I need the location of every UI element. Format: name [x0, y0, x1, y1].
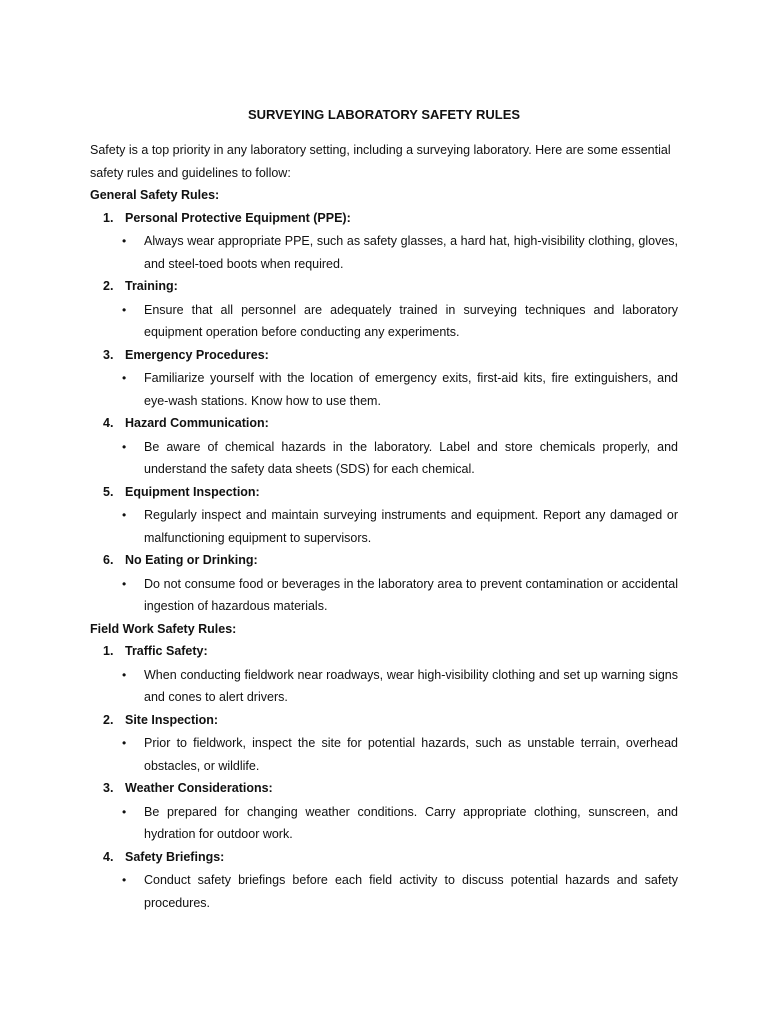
- rule-item: [90, 275, 678, 344]
- rule-number: 5.: [103, 484, 114, 499]
- bullet-list: [90, 299, 678, 344]
- bullet-list: [90, 869, 678, 914]
- rule-item: [90, 640, 678, 709]
- rule-heading: [90, 777, 678, 800]
- rule-title: No Eating or Drinking:: [125, 553, 258, 567]
- bullet-icon: •: [122, 736, 127, 750]
- bullet-item: [90, 869, 678, 914]
- bullet-icon: •: [122, 302, 127, 317]
- bullet-text: Regularly inspect and maintain surveying instruments and equipment. Report any damaged or malfunctioning equipment to supervisors.: [144, 508, 678, 545]
- bullet-icon: •: [122, 234, 127, 248]
- rule-title: Emergency Procedures:: [125, 347, 269, 362]
- bullet-text: Do not consume food or beverages in the laboratory area to prevent contamination or accidental ingestion of hazardous materials.: [144, 576, 678, 613]
- bullet-item: [90, 367, 678, 412]
- rule-title: Training:: [125, 279, 178, 293]
- rule-title: Traffic Safety:: [125, 644, 208, 658]
- rule-item: [90, 709, 678, 778]
- bullet-list: [90, 367, 678, 412]
- bullet-item: [90, 732, 678, 777]
- rule-number: 3.: [103, 781, 114, 795]
- rule-item: [90, 412, 678, 481]
- bullet-list: [90, 230, 678, 275]
- bullet-list: [90, 573, 678, 618]
- bullet-text: Familiarize yourself with the location of emergency exits, first-aid kits, fire extinguishers, and eye-wash stations. Know how to use them.: [144, 371, 678, 408]
- rule-item: [90, 481, 678, 550]
- bullet-icon: •: [122, 371, 127, 385]
- rule-heading: [90, 481, 678, 504]
- rules-list: [90, 207, 678, 618]
- bullet-item: [90, 504, 678, 549]
- rule-heading: [90, 275, 678, 298]
- sections-container: [90, 184, 678, 914]
- rule-heading: [90, 344, 678, 367]
- rule-title: Personal Protective Equipment (PPE):: [125, 210, 351, 225]
- page-title: SURVEYING LABORATORY SAFETY RULES: [247, 107, 521, 122]
- bullet-text: Always wear appropriate PPE, such as safety glasses, a hard hat, high-visibility clothing, gloves, and steel-toed boots when required.: [144, 234, 678, 271]
- bullet-text: Be aware of chemical hazards in the laboratory. Label and store chemicals properly, and understand the safety data sheets (SDS) for each chemical.: [144, 439, 678, 476]
- rule-heading: [90, 709, 678, 732]
- rule-title: Hazard Communication:: [125, 416, 269, 430]
- section-heading: Field Work Safety Rules:: [90, 621, 237, 636]
- rule-title: Weather Considerations:: [125, 781, 273, 795]
- bullet-icon: •: [122, 439, 127, 454]
- bullet-list: [90, 664, 678, 709]
- rule-title: Equipment Inspection:: [125, 484, 260, 499]
- bullet-text: Prior to fieldwork, inspect the site for potential hazards, such as unstable terrain, overhead obstacles, or wildlife.: [144, 736, 678, 773]
- rule-number: 4.: [103, 416, 114, 430]
- bullet-icon: •: [122, 873, 127, 887]
- bullet-text: When conducting fieldwork near roadways, wear high-visibility clothing and set up warning signs and cones to alert drivers.: [144, 667, 678, 704]
- rule-number: 2.: [103, 712, 114, 727]
- bullet-item: [90, 664, 678, 709]
- bullet-item: [90, 299, 678, 344]
- rule-number: 3.: [103, 347, 114, 362]
- rule-heading: [90, 207, 678, 230]
- rule-item: [90, 777, 678, 846]
- rule-title: Site Inspection:: [125, 712, 219, 727]
- bullet-icon: •: [122, 576, 127, 591]
- bullet-item: [90, 573, 678, 618]
- bullet-list: [90, 436, 678, 481]
- rule-item: [90, 549, 678, 618]
- rule-heading: [90, 412, 678, 435]
- bullet-icon: •: [122, 667, 127, 682]
- rule-number: 2.: [103, 279, 114, 293]
- rule-heading: [90, 549, 678, 572]
- section-heading: General Safety Rules:: [90, 188, 220, 202]
- bullet-text: Ensure that all personnel are adequately trained in surveying techniques and laboratory equipment operation before conducting any experiments.: [144, 302, 678, 339]
- rule-number: 1.: [103, 210, 114, 225]
- bullet-text: Conduct safety briefings before each field activity to discuss potential hazards and safety procedures.: [144, 873, 678, 910]
- rule-heading: [90, 846, 678, 869]
- rule-number: 6.: [103, 553, 114, 567]
- intro-paragraph: Safety is a top priority in any laboratory setting, including a surveying laboratory. Here are some essential safety rules and guidelines to follow:: [90, 143, 671, 180]
- rule-title: Safety Briefings:: [125, 849, 225, 864]
- rule-number: 4.: [103, 849, 114, 864]
- bullet-list: [90, 504, 678, 549]
- rule-heading: [90, 640, 678, 663]
- bullet-item: [90, 801, 678, 846]
- bullet-item: [90, 230, 678, 275]
- bullet-icon: •: [122, 804, 127, 819]
- bullet-icon: •: [122, 508, 127, 522]
- rule-item: [90, 846, 678, 915]
- rule-item: [90, 344, 678, 413]
- bullet-text: Be prepared for changing weather conditions. Carry appropriate clothing, sunscreen, and hydration for outdoor work.: [144, 804, 678, 841]
- bullet-list: [90, 801, 678, 846]
- rule-item: [90, 207, 678, 276]
- bullet-item: [90, 436, 678, 481]
- rules-list: [90, 640, 678, 914]
- rule-number: 1.: [103, 644, 114, 658]
- bullet-list: [90, 732, 678, 777]
